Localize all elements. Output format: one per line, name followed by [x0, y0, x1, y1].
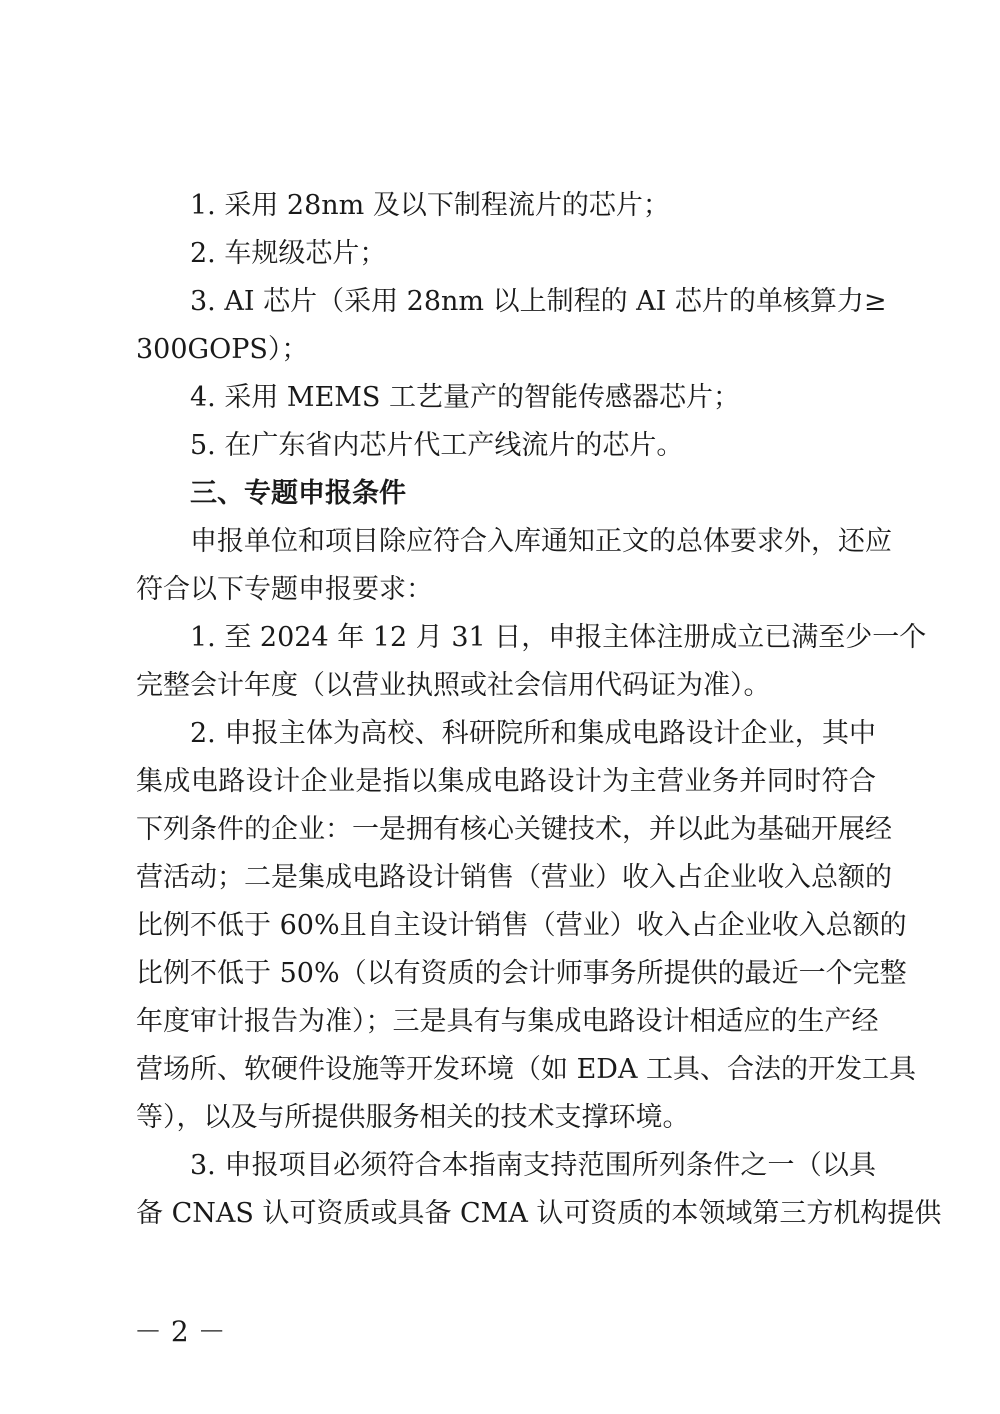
condition-2-line-6: 比例不低于 50%（以有资质的会计师事务所提供的最近一个完整 — [136, 958, 907, 989]
condition-2-line-7: 年度审计报告为准）；三是具有与集成电路设计相适应的生产经 — [136, 1006, 879, 1037]
list-item-4: 4. 采用 MEMS 工艺量产的智能传感器芯片； — [190, 382, 741, 413]
condition-2-line-3: 下列条件的企业：一是拥有核心关键技术，并以此为基础开展经 — [136, 814, 892, 845]
list-item-2: 2. 车规级芯片； — [190, 238, 387, 269]
page-number: － 2 － — [134, 1315, 226, 1348]
condition-2-line-5: 比例不低于 60%且自主设计销售（营业）收入占企业收入总额的 — [136, 910, 907, 941]
condition-2-line-8: 营场所、软硬件设施等开发环境（如 EDA 工具、合法的开发工具 — [136, 1054, 917, 1085]
condition-1-line-2: 完整会计年度（以营业执照或社会信用代码证为准）。 — [136, 670, 771, 701]
condition-2-line-1: 2. 申报主体为高校、科研院所和集成电路设计企业，其中 — [190, 718, 876, 749]
condition-2-line-2: 集成电路设计企业是指以集成电路设计为主营业务并同时符合 — [136, 766, 876, 797]
section-heading: 三、专题申报条件 — [190, 478, 406, 509]
condition-1-line-1: 1. 至 2024 年 12 月 31 日，申报主体注册成立已满至少一个 — [190, 622, 927, 653]
condition-2-line-4: 营活动；二是集成电路设计销售（营业）收入占企业收入总额的 — [136, 862, 892, 893]
paragraph-intro-line-1: 申报单位和项目除应符合入库通知正文的总体要求外，还应 — [190, 526, 892, 557]
list-item-5: 5. 在广东省内芯片代工产线流片的芯片。 — [190, 430, 684, 461]
list-item-3-line-1: 3. AI 芯片（采用 28nm 以上制程的 AI 芯片的单核算力≥ — [190, 286, 887, 317]
list-item-1: 1. 采用 28nm 及以下制程流片的芯片； — [190, 190, 670, 221]
condition-3-line-2: 备 CNAS 认可资质或具备 CMA 认可资质的本领域第三方机构提供 — [136, 1198, 942, 1229]
paragraph-intro-line-2: 符合以下专题申报要求： — [136, 574, 433, 605]
list-item-3-line-2: 300GOPS）； — [136, 334, 309, 365]
condition-2-line-9: 等），以及与所提供服务相关的技术支撑环境。 — [136, 1102, 690, 1133]
condition-3-line-1: 3. 申报项目必须符合本指南支持范围所列条件之一（以具 — [190, 1150, 876, 1181]
